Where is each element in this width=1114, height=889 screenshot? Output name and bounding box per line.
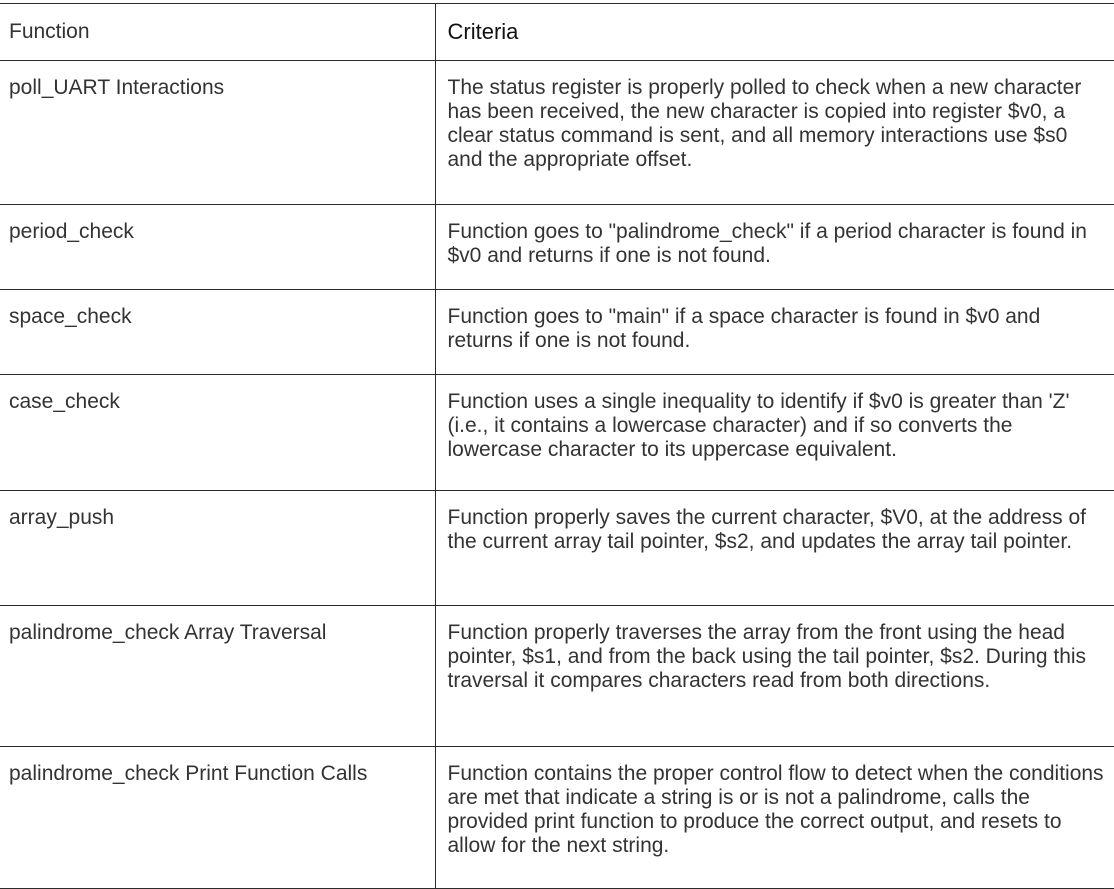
table-row — [0, 61, 1114, 205]
criteria-cell: Function properly traverses the array from the front using the head pointer, $s1, and from the back using the tail pointer, $s2. During this traversal it compares characters read from both directions. — [435, 606, 1114, 747]
function-cell: space_check — [0, 290, 435, 375]
table-row — [0, 205, 1114, 290]
table-row — [0, 606, 1114, 747]
table-row — [0, 375, 1114, 491]
table-row — [0, 290, 1114, 375]
header-row — [0, 4, 1114, 61]
criteria-cell: Function goes to "palindrome_check" if a period character is found in $v0 and returns if one is not found. — [435, 205, 1114, 290]
table-row — [0, 747, 1114, 889]
rubric-table — [0, 3, 1114, 889]
criteria-cell: The status register is properly polled to check when a new character has been received, the new character is copied into register $v0, a clear status command is sent, and all memory interactions use $s0 and the appropriate offset. — [435, 61, 1114, 205]
criteria-cell: Function goes to "main" if a space character is found in $v0 and returns if one is not found. — [435, 290, 1114, 375]
function-column-header: Function — [0, 4, 435, 61]
function-cell: array_push — [0, 491, 435, 606]
table-header — [0, 4, 1114, 61]
table-body — [0, 61, 1114, 889]
criteria-cell: Function contains the proper control flow to detect when the conditions are met that indicate a string is or is not a palindrome, calls the provided print function to produce the correct output, and resets to allow for the next string. — [435, 747, 1114, 889]
table-row — [0, 491, 1114, 606]
function-cell: poll_UART Interactions — [0, 61, 435, 205]
function-cell: period_check — [0, 205, 435, 290]
criteria-column-header: Criteria — [435, 4, 1114, 61]
function-cell: palindrome_check Print Function Calls — [0, 747, 435, 889]
criteria-cell: Function properly saves the current character, $V0, at the address of the current array tail pointer, $s2, and updates the array tail pointer. — [435, 491, 1114, 606]
function-cell: case_check — [0, 375, 435, 491]
criteria-cell: Function uses a single inequality to identify if $v0 is greater than 'Z' (i.e., it contains a lowercase character) and if so converts the lowercase character to its uppercase equivalent. — [435, 375, 1114, 491]
function-cell: palindrome_check Array Traversal — [0, 606, 435, 747]
